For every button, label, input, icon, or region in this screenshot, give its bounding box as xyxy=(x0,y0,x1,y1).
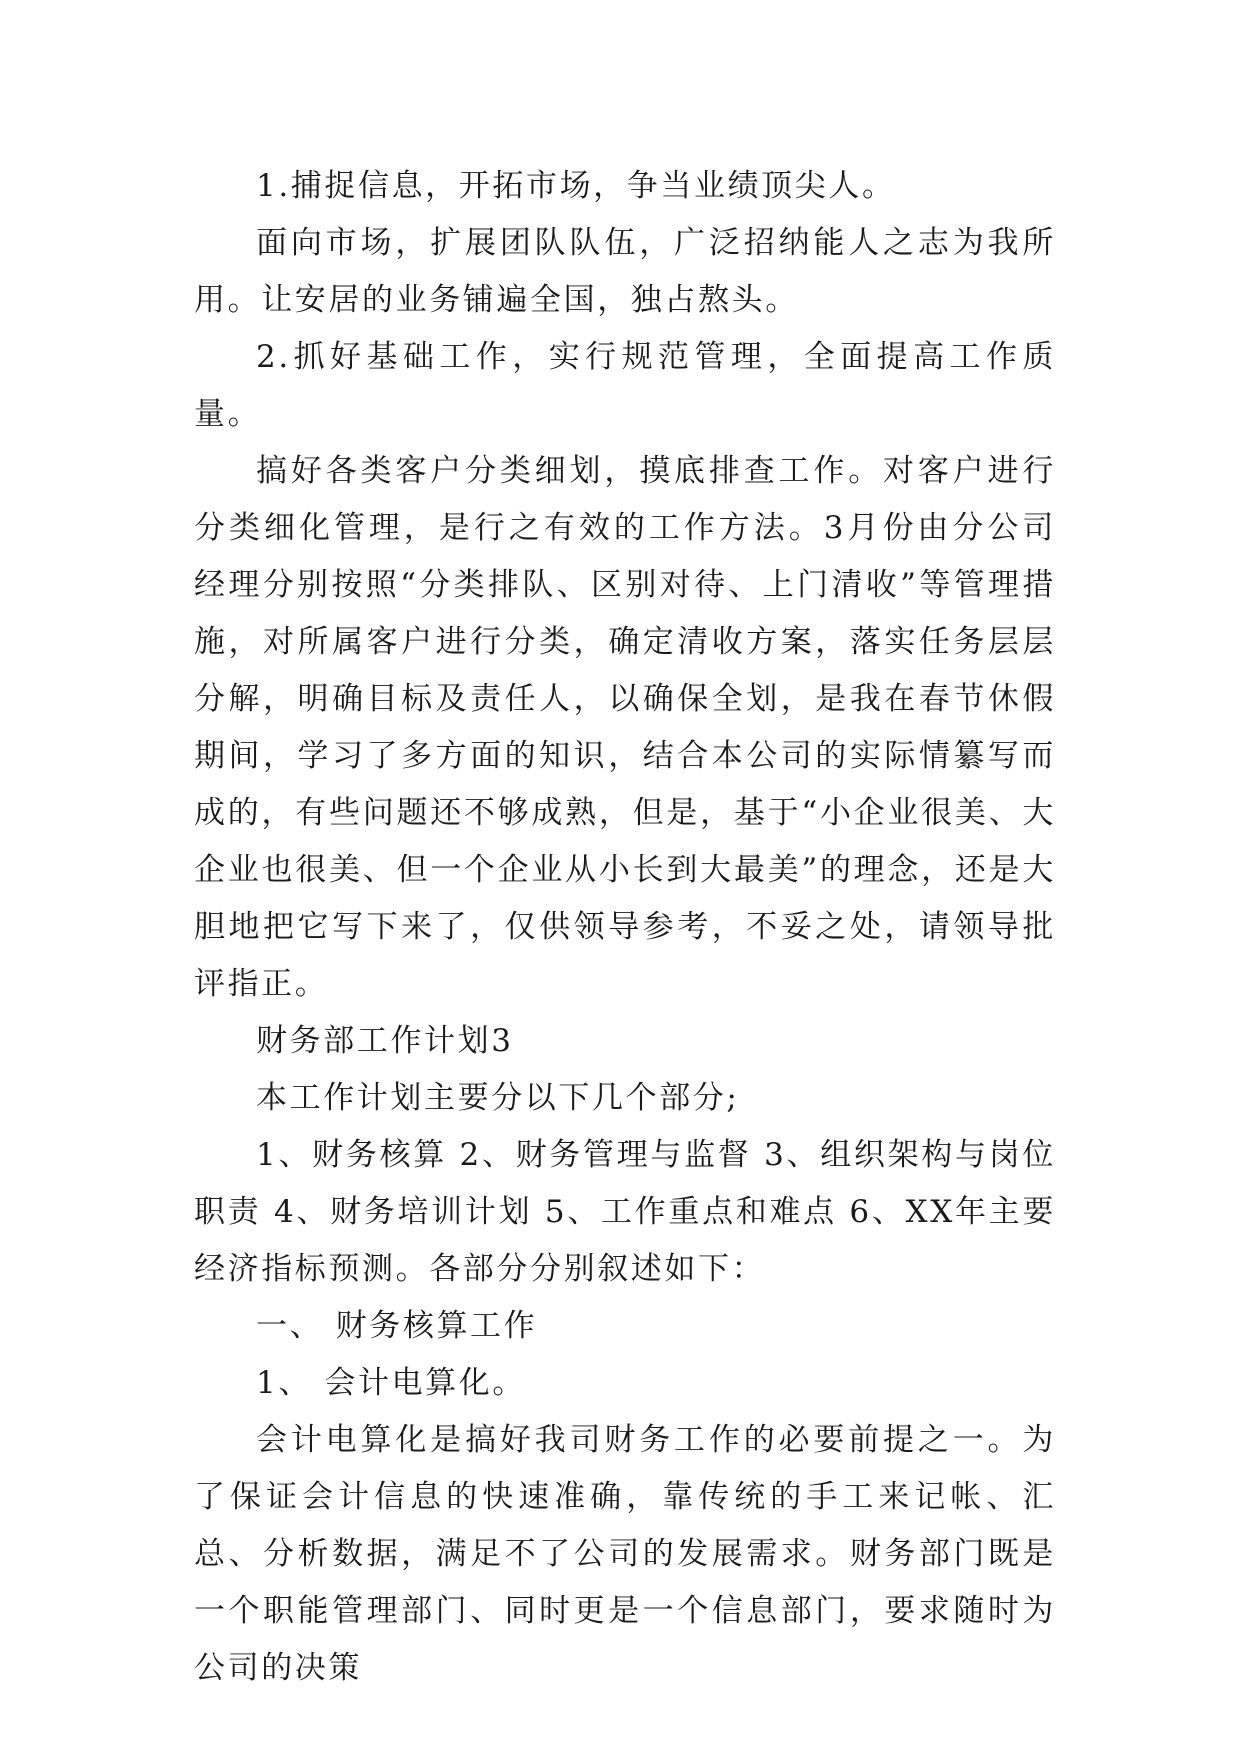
subsection-heading-computerized-accounting: 1、 会计电算化。 xyxy=(256,1365,526,1401)
paragraph-customer-classification: 搞好各类客户分类细划，摸底排查工作。对客户进行分类细化管理，是行之有效的工作方法。3月份由分公司经理分别按照“分类排队、区别对待、上门清收”等管理措施，对所属客户进行分类，确定清收方案，落实任务层层分解，明确目标及责任人，以确保全划，是我在春节休假期间，学习了多方面的知识，结合本公司的实际情纂写而成的，有些问题还不够成熟，但是，基于“小企业很美、大企业也很美、但一个企业从小长到大最美”的理念，还是大胆地把它写下来了，仅供领导参考，不妥之处，请领导批评指正。 xyxy=(194,453,1056,1002)
section-heading-finance-plan-3: 财务部工作计划3 xyxy=(256,1023,514,1059)
paragraph-plan-parts-intro: 本工作计划主要分以下几个部分; xyxy=(256,1080,740,1116)
paragraph-plan-parts-list: 1、财务核算 2、财务管理与监督 3、组织架构与岗位职责 4、财务培训计划 5、工作重点和难点 6、XX年主要经济指标预测。各部分分别叙述如下： xyxy=(194,1137,1056,1287)
paragraph-market-expansion: 面向市场，扩展团队队伍，广泛招纳能人之志为我所用。让安居的业务铺遍全国，独占熬头。 xyxy=(194,225,1056,318)
document-body xyxy=(194,158,1056,1697)
paragraph-item-2-basic-work: 2.抓好基础工作，实行规范管理，全面提高工作质量。 xyxy=(194,339,1056,432)
paragraph-item-1-capture-info: 1.捕捉信息，开拓市场，争当业绩顶尖人。 xyxy=(256,168,896,204)
paragraph-computerized-accounting: 会计电算化是搞好我司财务工作的必要前提之一。为了保证会计信息的快速准确，靠传统的手工来记帐、汇总、分析数据，满足不了公司的发展需求。财务部门既是一个职能管理部门、同时更是一个信息部门，要求随时为公司的决策 xyxy=(194,1422,1056,1686)
section-heading-accounting-work: 一、 财务核算工作 xyxy=(256,1308,538,1344)
